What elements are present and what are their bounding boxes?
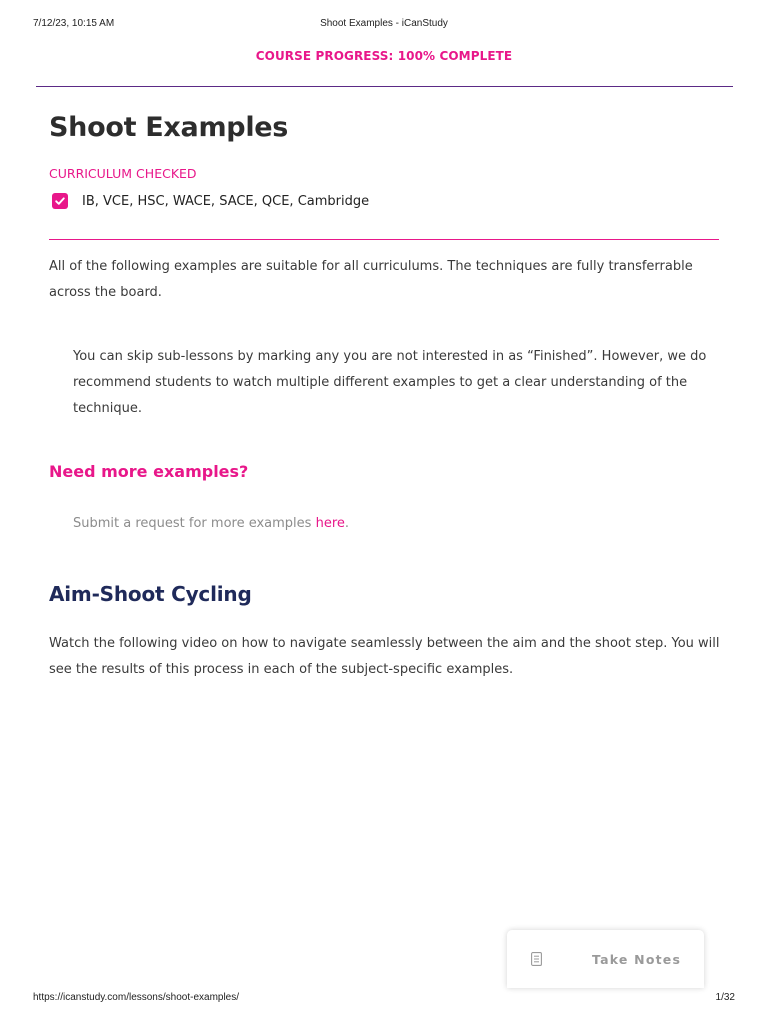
curriculum-label: CURRICULUM CHECKED (49, 166, 197, 181)
print-header (0, 18, 768, 32)
section-heading: Aim-Shoot Cycling (49, 582, 252, 606)
notepad-icon (531, 952, 542, 966)
request-text: Submit a request for more examples (73, 516, 316, 531)
print-page-title: Shoot Examples - iCanStudy (320, 18, 448, 29)
request-link[interactable]: here (315, 516, 345, 531)
curriculum-list: IB, VCE, HSC, WACE, SACE, QCE, Cambridge (82, 193, 370, 209)
take-notes-label: Take Notes (592, 951, 682, 967)
request-end: . (344, 516, 350, 531)
print-datetime: 7/12/23, 10:15 AM (33, 18, 115, 29)
skip-note: You can skip sub-lessons by marking any you are not interested in as “Finished”. However, we do recommend students to watch multiple different examples to get a clear understanding of the technique. (73, 349, 707, 416)
section-paragraph: Watch the following video on how to navigate seamlessly between the aim and the shoot step. You will see the results of this process in each of the subject-specific examples. (49, 636, 720, 677)
course-progress: COURSE PROGRESS: 100% COMPLETE (255, 49, 513, 63)
page-title: Shoot Examples (49, 112, 289, 143)
print-footer (0, 992, 768, 1006)
print-url: https://icanstudy.com/lessons/shoot-examples/ (33, 992, 240, 1003)
intro-paragraph: All of the following examples are suitable for all curriculums. The techniques are fully transferrable across the board. (49, 259, 693, 300)
print-page-number: 1/32 (715, 992, 735, 1003)
header-divider (36, 86, 733, 87)
take-notes-button[interactable] (507, 930, 704, 988)
curriculum-divider (49, 239, 719, 240)
request-line (73, 516, 349, 531)
curriculum-row (52, 192, 369, 210)
check-icon (52, 193, 68, 209)
more-examples-heading: Need more examples? (49, 462, 249, 481)
